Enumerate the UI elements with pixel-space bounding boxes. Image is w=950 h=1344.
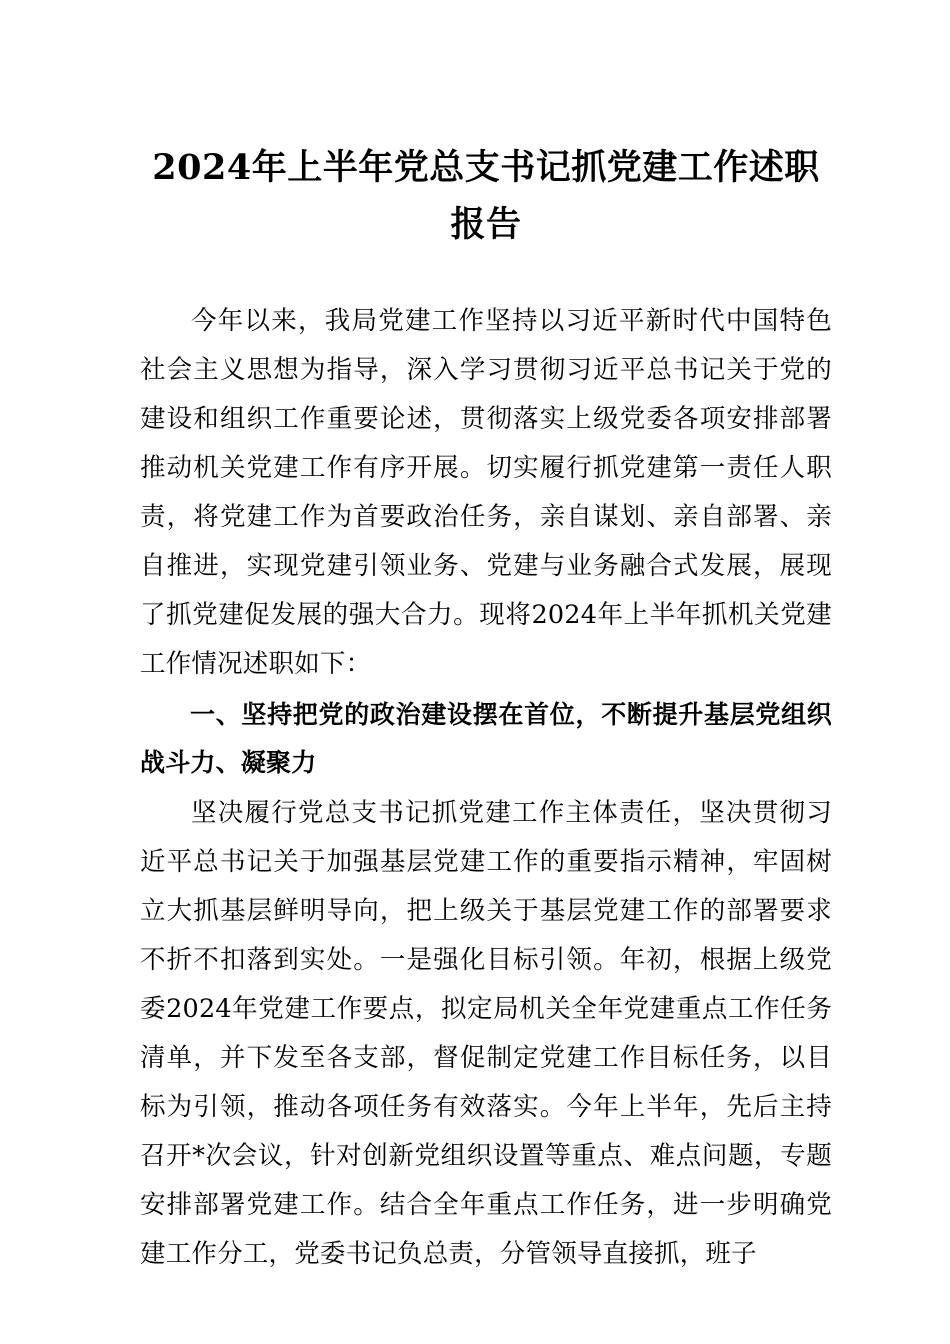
- page-title: 2024年上半年党总支书记抓党建工作述职报告: [152, 147, 820, 245]
- paragraph-section-1-body: 坚决履行党总支书记抓党建工作主体责任，坚决贯彻习近平总书记关于加强基层党建工作的重要指示精神，牢固树立大抓基层鲜明导向，把上级关于基层党建工作的部署要求不折不扣落到实处。一是强化目标引领。年初，根据上级党委2024年党建工作要点，拟定局机关全年党建重点工作任务清单，并下发至各支部，督促制定党建工作目标任务，以目标为引领，推动各项任务有效落实。今年上半年，先后主持召开*次会议，针对创新党组织设置等重点、难点问题，专题安排部署党建工作。结合全年重点工作任务，进一步明确党建工作分工，党委书记负总责，分管领导直接抓，班子: [140, 798, 832, 1269]
- paragraph-intro: 今年以来，我局党建工作坚持以习近平新时代中国特色社会主义思想为指导，深入学习贯彻习近平总书记关于党的建设和组织工作重要论述，贯彻落实上级党委各项安排部署推动机关党建工作有序开展。切实履行抓党建第一责任人职责，将党建工作为首要政治任务，亲自谋划、亲自部署、亲自推进，实现党建引领业务、党建与业务融合式发展，展现了抓党建促发展的强大合力。现将2024年上半年抓机关党建工作情况述职如下：: [140, 306, 832, 680]
- section-heading-1: 一、坚持把党的政治建设摆在首位，不断提升基层党组织战斗力、凝聚力: [140, 700, 832, 777]
